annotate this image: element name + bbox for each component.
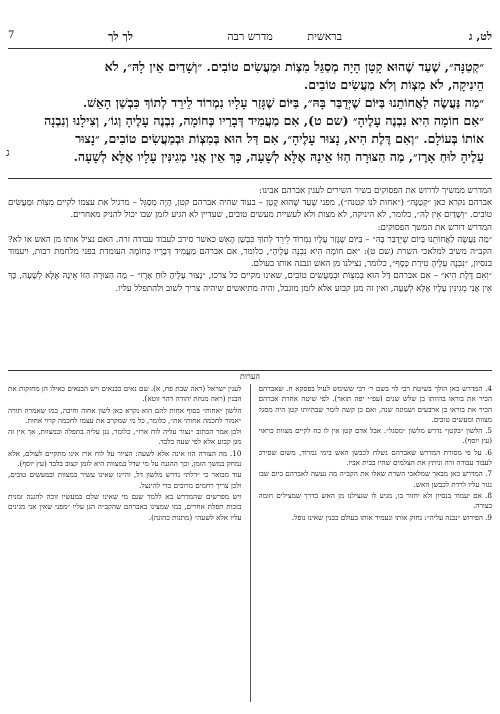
column-divider [250, 384, 251, 702]
commentary-paragraph: ״וְאִם דֶּלֶת הִיא״ – אם אברהם דַּל הוּא בְּמִצְוֹת וּבְמַעֲשִׂים טוֹבִים, שאינו מקיים כל צרכו, ״נָצוּר עָלֶיהָ לוּחַ אָרֶז״ – מַה הַצּוּרָה הַזּוֹ אֵינָהּ אֶלָּא לְשָׁעָה, כָּךְ אֵין אֲנִי מְגִינִּין עָלָיו אֶלָּא לְשָׁעָה, ואין זה מגן קבוע אלא לזמן מוגבל, והיה מתיאשים שיהיה צריך לשוב ולהתפלל עליו. [8, 271, 492, 294]
footnote: 6. על פי מסורת המדרש שאברהם נשלח לכבשן האש בימי נמרוד, משום שסירב לעבוד עבודה זרה וניתץ את הצלמים שהיו בבית אביו. [258, 447, 492, 468]
main-text-line: ״אִם חוֹמָה הִיא נִבְנֶה עָלֶיהָ״ (שם ט), אִם מַעֲמִיד דְּבָרַיו כְּחוֹמָה, נִבְנֶה עָלֶיהָ וְגוֹ׳, וְצִילָנוּ וְנִבְנָה [44, 113, 484, 128]
footnote: 9. הפירוש ״נבנה עליה״: נחזק אותו ונעמיד אותו בעולם כבנין שאינו נופל. [291, 512, 492, 522]
footnote: 4. המדרש כאן הולך בשיטת רבי לוי בשם ר׳ רבי ששימש לעיל בפסקא ח. שאברהם הכיר את בוראו בהיותו בן שלש שנים (עפ״י יפה תואר). לפי שיטה אחרת אברהם הכיר את בוראו בן ארבעים ושמונה שנה, ואם כן קשה לומר שבהיותו קטן היה מסגל מצוות ומעשים טובים. [258, 384, 492, 424]
header-verse-ref: לט, ג [468, 30, 492, 43]
margin-marker: ג [6, 146, 10, 159]
footnote: ויש מפרשים שהמדרש בא ללמד שגם מי שאינו שלם במעשיו זוכה להגנה זמנית בזכות תפלת אחרים, כמו שמצינו באברהם שהקב״ה הגן עליו ״מפני שאין אני מגינים עליו אלא לשעה״ (מתנות כהונה). [8, 491, 242, 522]
section-divider [8, 178, 492, 179]
notes-divider [8, 370, 492, 371]
commentary-paragraph: המדרש ממשיך לדרוש את הפסוקים בשיר השירים לענין אברהם אבינו: [259, 186, 492, 196]
commentary-paragraph: המדרש דורש את המשך הפסוקים: [377, 222, 492, 233]
main-text-line: ״קְטַנָּה״, שֶׁעַד שֶׁהוּא קָטָן הָיָה מְסַגֵּל מִצְוֹת וּמַעֲשִׂים טוֹבִים. ״וְשָׁדַיִם אֵין לָהּ״, לֹא [104, 59, 484, 74]
commentary-paragraph: ״מַה נַּעֲשֶׂה לַאֲחוֹתֵנוּ בַּיּוֹם שֶׁיְּדֻבַּר בָּהּ״ – בַּיּוֹם שֶׁגָּזַר עָלָיו נִמְרוֹד לֵירֵד לְתוֹךְ כִּבְשַׁן הָאֵשׁ כאשר סירב לעבוד עבודה זרה. האם נציל אותו מן האש או לא? הקב״ה משיב למלאכי השרת (שם ט): ״אִם חוֹמָה הִיא נִבְנֶה עָלֶיהָ״, כלומר, אם אברהם מַעֲמִיד דְּבָרָיו כְּחוֹמָה העומדת בפני מלחמת רבות, ויעמוד בנסיון, ״נִבְנֶה עָלֶיהָ טִירַת כָּסֶף״, כלומר, נצילנו מן האש ונבנה אותו בעולם. [8, 234, 492, 270]
footnote: 7. המדרש כאן מבאר שמלאכי השרת שאלו את הקב״ה מה נעשה לאברהם ביום שבו נגזר עליו לרדת לכבשן האש. [258, 469, 492, 489]
header-book: בראשית [307, 30, 342, 43]
footnote: הלשון ״אחות״ בסוף אחות להם הוא נקרא כאן לשון אחוה וחיבה, כמו שאמרה תורה ״אמור לחכמה אחותי את״, כלומר, כל מי שמקרב את עצמו לחכמה קרוי אחות. [8, 405, 242, 425]
main-text-line: אוֹתוֹ בְּעוֹלָם. ״וְאִם דֶּלֶת הִיא, נָצוּר עָלֶיהָ״, אִם דַּל הוּא בְּמִצְוֹת וּבְמַעֲשִׂים טוֹבִים, ״נָצוּר [75, 131, 484, 146]
footnote: עוד מבואר כי ״דלת״ נדרש מלשון דל, והיינו שאינו עשיר במצוות ובמעשים טובים, ולכן צריך רחמים מרובים כדי להינצל. [8, 470, 242, 490]
footnote: 10. מה הצורה הזו אינה אלא לשעה: הציור על לוח ארז אינו מתקיים לעולם, אלא נמחק במשך הזמן, וכך ההגנה על מי שדל במצוות היא לזמן קצוב בלבד (עץ יוסף). [8, 448, 242, 469]
notes-left-column [8, 384, 242, 702]
header-portion: לך לך [108, 30, 133, 43]
page-number: 7 [8, 30, 15, 41]
main-text-line: עָלֶיהָ לוּחַ אָרֶז״, מַה הַצּוּרָה הַזּוֹ אֵינָהּ אֶלָּא לְשָׁעָה, כָּךְ אֵין אֲנִי מְגִינִּין עָלָיו אֶלָּא לְשָׁעָה. [73, 149, 484, 164]
header-title: מדרש רבה [227, 30, 273, 43]
footnotes [8, 384, 492, 702]
footnote: 8. אם יעמוד בנסיון ולא יחזור בו, מגיע לו שנצילנו מן האש כדרך שמצילים חומה בצורה. [258, 490, 492, 511]
main-text-line: הֵינִיקָה, לֹא מִצְוֹת וְלֹא מַעֲשִׂים טוֹבִים. [303, 77, 484, 92]
notes-right-column [259, 384, 493, 702]
footnote: לענין ישראל (ראה שבת פח, א). שם נאים כבנאים ויש הבנאים כאילו הן מחזקות את הבנין (ראה מנחת יהודה דהר זוטא). [8, 384, 242, 404]
notes-heading: הערות [240, 372, 260, 381]
commentary-text [8, 185, 492, 369]
main-midrash-text [16, 58, 484, 170]
main-text-line: ״מַה נַּעֲשֶׂה לַאֲחוֹתֵנוּ בַּיּוֹם שֶׁיְּדֻבַּר בָּהּ״, בַּיּוֹם שֶׁגָּזַר עָלָיו נִמְרוֹד לֵירֵד לְתוֹךְ כִּבְשַׁן הָאֵשׁ. [82, 95, 484, 110]
footnote: 5. הלשון ״בקטן״ נדרש מלשון ״מסגל״. אבל אדם קטן אין לו כח לקיים מצוות כראוי (עץ יוסף). [258, 426, 492, 446]
footnote: ולכן אמר הכתוב ״נצור עליה לוח ארז״, כלומר, נגן עליה בתפלה ובמצוות, אך אין זה מגן קבוע אלא לפי שעה בלבד. [8, 427, 242, 447]
running-header [8, 30, 492, 49]
commentary-paragraph: אברהם נקרא כאן ״קְטַנָּה״ (״אחות לנו קטנה״), מפני שֶׁעַד שֶׁהוּא קָטָן – בעוד שהיה אברהם קטן, הָיָה מְסַגֵּל – מרגיל את עצמו לקיים מִצְוֹת וּמַעֲשִׂים טוֹבִים. ״וְשָׁדַיִם אֵין לָהּ״, כלומר, לא היניקה, לא מצות ולא לעשיית מעשים טובים, שעדיין לא הגיע לזמן שבו יכול להניק מאחרים. [8, 198, 492, 221]
